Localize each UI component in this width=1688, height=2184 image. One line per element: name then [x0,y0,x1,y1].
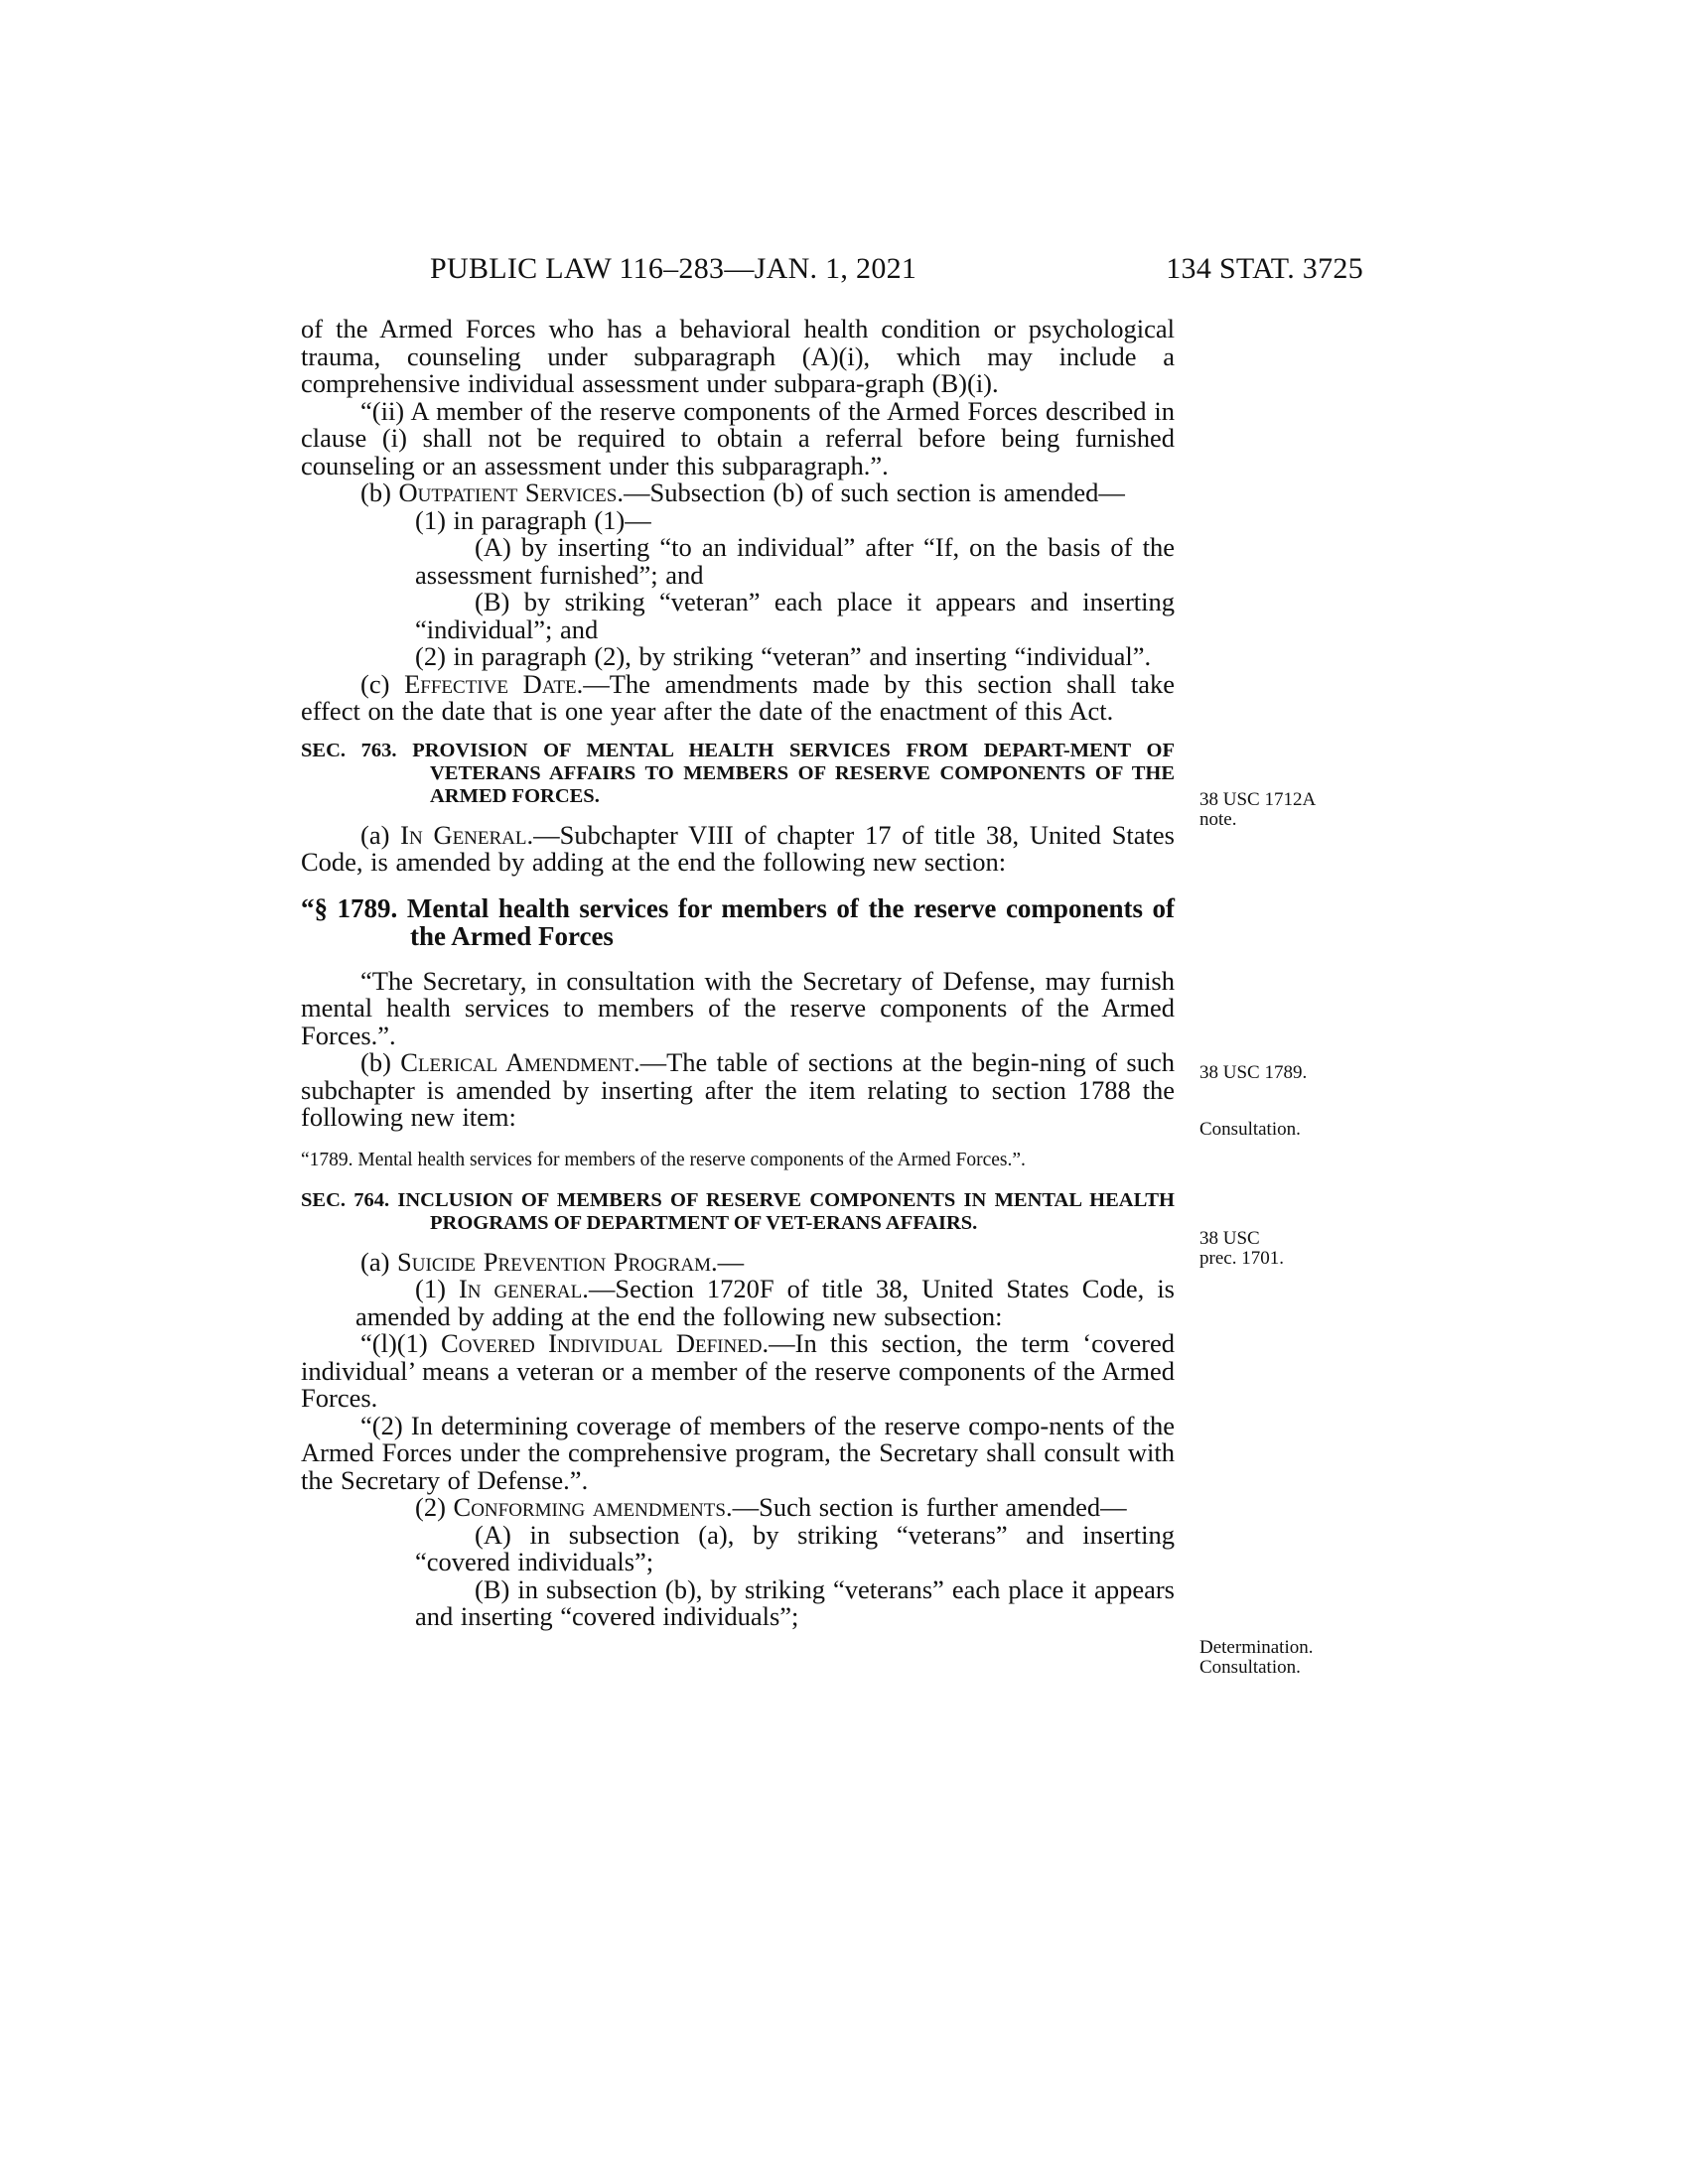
margin-note-usc-prec-1701 [1199,1229,1284,1269]
small-caps-heading: In general [458,1274,583,1303]
paragraph-1789-text: “The Secretary, in consultation with the Secretary of Defense, may furnish mental health services to members of the reserve components of the Armed Forces.”. [301,965,1175,1050]
paragraph-764-in-general [301,1276,1175,1330]
text-rest: .— [711,1246,745,1277]
paragraph-763-in-general [301,819,1175,877]
margin-note-line: Consultation. [1199,1657,1301,1678]
paragraph-conforming-B: (B) in subsection (b), by striking “veterans” each place it appears and inserting “covered individuals”; [415,1573,1175,1631]
margin-note-line: 38 USC [1199,1228,1260,1249]
margin-note-line: 38 USC 1712A [1199,789,1317,810]
paragraph-clerical-amendment [301,1049,1175,1132]
text-rest: .—Such section is further amended— [725,1492,1127,1522]
text-rest: .—Subsection (b) of such section is amended— [617,478,1125,507]
running-head-title: PUBLIC LAW 116–283—JAN. 1, 2021 [430,252,917,285]
text-lead: “(l)(1) [360,1328,442,1358]
table-of-sections-item: “1789. Mental health services for members of the reserve components of the Armed Forces.”. [301,1149,1026,1170]
section-764-heading: SEC. 764. INCLUSION OF MEMBERS OF RESERVE COMPONENTS IN MENTAL HEALTH PROGRAMS OF DEPARTMENT OF VET-ERANS AFFAIRS. [301,1188,1175,1234]
margin-note-usc-1712a [1199,790,1316,830]
paragraph-continuation: of the Armed Forces who has a behavioral health condition or psychological trauma, counseling under subparagraph (A)(i), which may include a comprehensive individual assessment under subpara-graph (B)(i). [301,314,1175,398]
section-1789-title: “§ 1789. Mental health services for members of the reserve components of the Armed Forces [301,892,1175,951]
paragraph-effective-date [301,668,1175,726]
small-caps-heading: Suicide Prevention Program [397,1246,711,1277]
paragraph-suicide-prevention-program [301,1246,1175,1277]
paragraph-clause-ii: “(ii) A member of the reserve components of the Armed Forces described in clause (i) shall not be required to obtain a referral before being furnished counseling or an assessment under this subparagraph.”. [301,395,1175,480]
margin-note-usc-1789: 38 USC 1789. [1199,1062,1308,1083]
text-lead: (c) [360,668,405,699]
paragraph-item-2: (2) in paragraph (2), by striking “veteran” and inserting “individual”. [415,641,1152,671]
small-caps-heading: In General [400,819,527,850]
running-head-page-number: 134 STAT. 3725 [1166,252,1363,285]
text-lead: (2) [415,1492,454,1522]
text-lead: (b) [360,1047,401,1077]
margin-note-line: note. [1199,809,1237,830]
text-lead: (a) [360,1246,398,1277]
small-caps-heading: Outpatient Services [398,478,618,507]
text-rest: .—The table of sections at the begin-ning of such subchapter is amended by inserting after the item relating to section 1788 the following new item: [301,1047,1175,1132]
text-rest: .—Section 1720F of title 38, United States Code, is amended by adding at the end the following new subsection: [355,1274,1175,1331]
text-rest: .—Subchapter VIII of chapter 17 of title 38, United States Code, is amended by adding at the end the following new section: [301,819,1175,877]
margin-note-line: Determination. [1199,1637,1314,1658]
paragraph-covered-individual-defined [301,1330,1175,1413]
section-763-heading: SEC. 763. PROVISION OF MENTAL HEALTH SERVICES FROM DEPART-MENT OF VETERANS AFFAIRS TO MEMBERS OF RESERVE COMPONENTS OF THE ARMED FORCES. [301,739,1175,807]
paragraph-determining-coverage: “(2) In determining coverage of members of the reserve compo-nents of the Armed Forces under the comprehensive program, the Secretary shall consult with the Secretary of Defense.”. [301,1410,1175,1495]
main-text-column [301,316,1175,1631]
margin-note-consultation: Consultation. [1199,1119,1301,1140]
running-head [301,252,1363,296]
text-rest: .—In this section, the term ‘covered individual’ means a veteran or a member of the reserve components of the Armed Forces. [301,1328,1175,1413]
small-caps-heading: Covered Individual Defined [441,1328,763,1358]
text-lead: (a) [360,819,401,850]
small-caps-heading: Clerical Amendment [400,1047,633,1077]
paragraph-outpatient-services [301,479,1175,507]
text-lead: (1) [415,1274,459,1303]
text-lead: (b) [360,478,399,507]
small-caps-heading: Effective Date [404,668,577,699]
paragraph-item-1A [301,534,1175,589]
small-caps-heading: Conforming amendments [453,1492,726,1522]
paragraph-conforming-A: (A) in subsection (a), by striking “veterans” and inserting “covered individuals”; [415,1519,1175,1576]
text-1A: (A) by inserting “to an individual” after “If, on the basis of the assessment furnished”; and [415,532,1175,590]
margin-note-determination-consultation [1199,1638,1314,1678]
paragraph-item-1: (1) in paragraph (1)— [415,504,651,535]
margin-note-line: prec. 1701. [1199,1248,1284,1269]
text-rest: .—The amendments made by this section shall take effect on the date that is one year after the date of the enactment of this Act. [301,668,1175,726]
paragraph-item-1B [301,589,1175,643]
paragraph-conforming-amendments [301,1494,1175,1522]
text-1B: (B) by striking “veteran” each place it appears and inserting “individual”; and [415,587,1175,644]
